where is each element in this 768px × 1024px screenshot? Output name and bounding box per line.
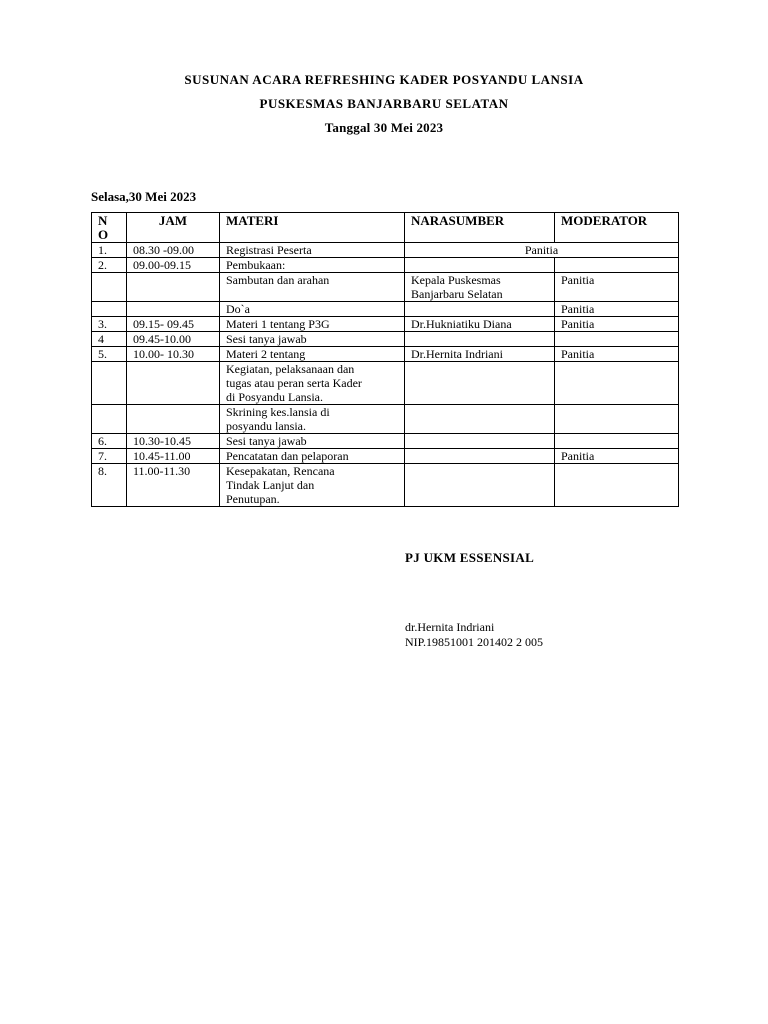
table-row <box>92 434 679 449</box>
cell-jam <box>127 405 220 434</box>
cell-jam <box>127 302 220 317</box>
cell-materi: Do`a <box>220 302 405 317</box>
cell-moderator: Panitia <box>555 449 679 464</box>
table-row <box>92 258 679 273</box>
cell-moderator <box>555 362 679 405</box>
cell-no: 7. <box>92 449 127 464</box>
cell-no <box>92 362 127 405</box>
cell-narasumber <box>405 302 555 317</box>
cell-moderator: Panitia <box>555 302 679 317</box>
cell-jam: 10.00- 10.30 <box>127 347 220 362</box>
cell-no <box>92 405 127 434</box>
cell-materi: Materi 2 tentang <box>220 347 405 362</box>
cell-materi: Skrining kes.lansia di posyandu lansia. <box>220 405 405 434</box>
table-row <box>92 243 679 258</box>
cell-materi: Sesi tanya jawab <box>220 434 405 449</box>
cell-no: 1. <box>92 243 127 258</box>
table-row <box>92 317 679 332</box>
table-header-row <box>92 213 679 243</box>
cell-no: 4 <box>92 332 127 347</box>
cell-moderator <box>555 405 679 434</box>
table-row <box>92 332 679 347</box>
table-row <box>92 362 679 405</box>
cell-narasumber: Dr.Hukniatiku Diana <box>405 317 555 332</box>
cell-no: 3. <box>92 317 127 332</box>
table-row <box>92 449 679 464</box>
table-row <box>92 273 679 302</box>
cell-jam <box>127 273 220 302</box>
cell-jam: 09.00-09.15 <box>127 258 220 273</box>
cell-no <box>92 273 127 302</box>
document-date: Tanggal 30 Mei 2023 <box>324 120 444 135</box>
table-row <box>92 302 679 317</box>
cell-materi: Materi 1 tentang P3G <box>220 317 405 332</box>
cell-moderator: Panitia <box>555 347 679 362</box>
table-row <box>92 405 679 434</box>
cell-jam: 11.00-11.30 <box>127 464 220 507</box>
cell-jam: 08.30 -09.00 <box>127 243 220 258</box>
cell-narasumber <box>405 464 555 507</box>
cell-narasumber <box>405 449 555 464</box>
cell-moderator <box>555 434 679 449</box>
cell-moderator <box>555 258 679 273</box>
signature-nip: NIP.19851001 201402 2 005 <box>405 635 544 649</box>
header-narasumber: NARASUMBER <box>405 213 555 243</box>
cell-jam: 09.45-10.00 <box>127 332 220 347</box>
cell-no: 5. <box>92 347 127 362</box>
table-row <box>92 347 679 362</box>
signature-name: dr.Hernita Indriani <box>405 620 495 634</box>
cell-narasumber <box>405 258 555 273</box>
cell-moderator <box>555 332 679 347</box>
agenda-table <box>91 212 679 507</box>
signature-role: PJ UKM ESSENSIAL <box>405 550 535 565</box>
cell-moderator <box>555 464 679 507</box>
header-moderator: MODERATOR <box>555 213 679 243</box>
cell-narasumber: Dr.Hernita Indriani <box>405 347 555 362</box>
cell-jam: 09.15- 09.45 <box>127 317 220 332</box>
cell-moderator: Panitia <box>555 273 679 302</box>
cell-narasumber <box>405 332 555 347</box>
cell-narasumber <box>405 405 555 434</box>
cell-narasumber <box>405 434 555 449</box>
cell-jam: 10.30-10.45 <box>127 434 220 449</box>
cell-merged-panitia: Panitia <box>405 243 679 258</box>
cell-narasumber <box>405 362 555 405</box>
cell-materi: Kesepakatan, Rencana Tindak Lanjut dan Penutupan. <box>220 464 405 507</box>
cell-materi: Kegiatan, pelaksanaan dan tugas atau peran serta Kader di Posyandu Lansia. <box>220 362 405 405</box>
header-jam: JAM <box>127 213 220 243</box>
cell-materi: Registrasi Peserta <box>220 243 405 258</box>
document-title: SUSUNAN ACARA REFRESHING KADER POSYANDU LANSIA <box>184 72 584 87</box>
cell-materi: Sesi tanya jawab <box>220 332 405 347</box>
cell-moderator: Panitia <box>555 317 679 332</box>
header-materi: MATERI <box>220 213 405 243</box>
document-subtitle: PUSKESMAS BANJARBARU SELATAN <box>259 96 509 111</box>
cell-no: 6. <box>92 434 127 449</box>
cell-materi: Pembukaan: <box>220 258 405 273</box>
cell-no: 8. <box>92 464 127 507</box>
cell-materi: Sambutan dan arahan <box>220 273 405 302</box>
cell-jam <box>127 362 220 405</box>
cell-no: 2. <box>92 258 127 273</box>
cell-no <box>92 302 127 317</box>
cell-jam: 10.45-11.00 <box>127 449 220 464</box>
header-no: N O <box>92 213 127 243</box>
day-date-label: Selasa,30 Mei 2023 <box>91 189 197 204</box>
table-row <box>92 464 679 507</box>
cell-narasumber: Kepala Puskesmas Banjarbaru Selatan <box>405 273 555 302</box>
cell-materi: Pencatatan dan pelaporan <box>220 449 405 464</box>
